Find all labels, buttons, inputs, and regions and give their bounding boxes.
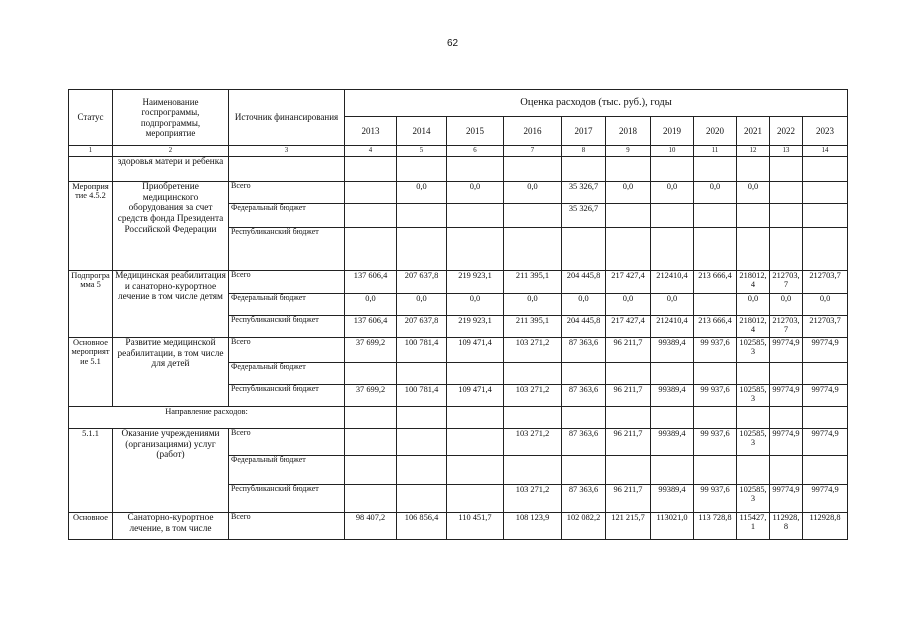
column-number: 6 xyxy=(447,146,504,157)
value-cell xyxy=(694,456,737,485)
value-cell xyxy=(694,228,737,271)
value-cell xyxy=(694,204,737,228)
column-number: 12 xyxy=(737,146,770,157)
header-status: Статус xyxy=(69,90,113,146)
status-cell: 5.1.1 xyxy=(69,429,113,513)
value-cell xyxy=(397,429,447,456)
value-cell xyxy=(770,182,803,204)
column-number: 1 xyxy=(69,146,113,157)
value-cell: 99774,9 xyxy=(770,385,803,407)
value-cell xyxy=(606,228,651,271)
table-row xyxy=(69,429,848,456)
header-row xyxy=(69,90,848,117)
value-cell: 0,0 xyxy=(447,294,504,316)
value-cell: 99 937,6 xyxy=(694,338,737,363)
value-cell: 217 427,4 xyxy=(606,316,651,338)
value-cell: 207 637,8 xyxy=(397,316,447,338)
value-cell: 102585,3 xyxy=(737,485,770,513)
value-cell: 115427,1 xyxy=(737,513,770,540)
source-cell: Федеральный бюджет xyxy=(229,204,345,228)
empty-cell xyxy=(447,157,504,182)
column-number: 7 xyxy=(504,146,562,157)
value-cell: 212410,4 xyxy=(651,271,694,294)
value-cell xyxy=(447,429,504,456)
header-name: Наименование госпрограммы, подпрограммы, мероприятие xyxy=(113,90,229,146)
value-cell: 35 326,7 xyxy=(562,204,606,228)
year-cell: 2022 xyxy=(770,117,803,146)
value-cell: 102 082,2 xyxy=(562,513,606,540)
value-cell: 96 211,7 xyxy=(606,385,651,407)
value-cell: 0,0 xyxy=(504,182,562,204)
value-cell xyxy=(447,363,504,385)
status-cell: Мероприятие 4.5.2 xyxy=(69,182,113,271)
value-cell: 219 923,1 xyxy=(447,271,504,294)
value-cell: 137 606,4 xyxy=(345,271,397,294)
value-cell xyxy=(397,363,447,385)
value-cell xyxy=(694,363,737,385)
value-cell xyxy=(345,204,397,228)
value-cell: 204 445,8 xyxy=(562,316,606,338)
budget-table xyxy=(68,89,848,540)
empty-cell xyxy=(737,157,770,182)
value-cell xyxy=(345,485,397,513)
table-row xyxy=(69,338,848,363)
value-cell: 102585,3 xyxy=(737,385,770,407)
year-cell: 2013 xyxy=(345,117,397,146)
value-cell: 106 856,4 xyxy=(397,513,447,540)
value-cell: 0,0 xyxy=(651,294,694,316)
empty-cell xyxy=(345,157,397,182)
year-cell: 2020 xyxy=(694,117,737,146)
column-number: 8 xyxy=(562,146,606,157)
year-cell: 2021 xyxy=(737,117,770,146)
direction-label: Направление расходов: xyxy=(69,407,345,429)
value-cell: 109 471,4 xyxy=(447,338,504,363)
year-cell: 2016 xyxy=(504,117,562,146)
value-cell: 99389,4 xyxy=(651,485,694,513)
empty-cell xyxy=(504,407,562,429)
table-row xyxy=(69,513,848,540)
column-number: 5 xyxy=(397,146,447,157)
value-cell: 100 781,4 xyxy=(397,385,447,407)
value-cell: 212703,7 xyxy=(803,271,848,294)
header-cost: Оценка расходов (тыс. руб.), годы xyxy=(345,90,848,117)
empty-cell xyxy=(345,407,397,429)
value-cell xyxy=(447,485,504,513)
value-cell: 96 211,7 xyxy=(606,338,651,363)
value-cell xyxy=(397,456,447,485)
direction-row xyxy=(69,407,848,429)
value-cell: 213 666,4 xyxy=(694,316,737,338)
value-cell: 102585,3 xyxy=(737,429,770,456)
value-cell: 217 427,4 xyxy=(606,271,651,294)
value-cell: 0,0 xyxy=(694,182,737,204)
column-number-row xyxy=(69,146,848,157)
carry-over-row xyxy=(69,157,848,182)
year-cell: 2018 xyxy=(606,117,651,146)
value-cell: 99774,9 xyxy=(803,485,848,513)
value-cell: 103 271,2 xyxy=(504,338,562,363)
value-cell: 0,0 xyxy=(397,294,447,316)
empty-cell xyxy=(447,407,504,429)
value-cell: 98 407,2 xyxy=(345,513,397,540)
value-cell xyxy=(562,456,606,485)
empty-cell xyxy=(651,157,694,182)
value-cell xyxy=(770,228,803,271)
value-cell: 87 363,6 xyxy=(562,429,606,456)
value-cell: 0,0 xyxy=(606,294,651,316)
value-cell: 121 215,7 xyxy=(606,513,651,540)
value-cell: 99774,9 xyxy=(770,429,803,456)
value-cell: 99 937,6 xyxy=(694,429,737,456)
value-cell xyxy=(397,485,447,513)
year-cell: 2015 xyxy=(447,117,504,146)
source-cell: Республиканский бюджет xyxy=(229,228,345,271)
value-cell: 99 937,6 xyxy=(694,385,737,407)
value-cell xyxy=(447,456,504,485)
empty-cell xyxy=(770,157,803,182)
value-cell: 212703,7 xyxy=(770,271,803,294)
value-cell: 108 123,9 xyxy=(504,513,562,540)
value-cell: 0,0 xyxy=(504,294,562,316)
value-cell: 218012,4 xyxy=(737,271,770,294)
value-cell xyxy=(803,228,848,271)
empty-cell xyxy=(770,407,803,429)
column-number: 2 xyxy=(113,146,229,157)
table-body xyxy=(69,90,848,540)
column-number: 10 xyxy=(651,146,694,157)
value-cell: 99389,4 xyxy=(651,429,694,456)
value-cell: 0,0 xyxy=(737,294,770,316)
name-cell: Медицинская реабилитация и санаторно-курортное лечение в том числе детям xyxy=(113,271,229,338)
column-number: 9 xyxy=(606,146,651,157)
value-cell: 0,0 xyxy=(345,294,397,316)
value-cell: 0,0 xyxy=(651,182,694,204)
value-cell xyxy=(737,456,770,485)
value-cell xyxy=(770,363,803,385)
value-cell: 99774,9 xyxy=(803,385,848,407)
value-cell: 207 637,8 xyxy=(397,271,447,294)
value-cell: 35 326,7 xyxy=(562,182,606,204)
source-cell: Всего xyxy=(229,271,345,294)
value-cell: 87 363,6 xyxy=(562,385,606,407)
page-number: 62 xyxy=(446,38,459,49)
value-cell xyxy=(397,204,447,228)
source-cell: Республиканский бюджет xyxy=(229,316,345,338)
value-cell xyxy=(562,363,606,385)
source-cell: Федеральный бюджет xyxy=(229,363,345,385)
value-cell: 100 781,4 xyxy=(397,338,447,363)
column-number: 13 xyxy=(770,146,803,157)
value-cell xyxy=(345,228,397,271)
empty-cell xyxy=(737,407,770,429)
value-cell xyxy=(504,228,562,271)
value-cell: 212703,7 xyxy=(803,316,848,338)
source-cell: Республиканский бюджет xyxy=(229,485,345,513)
value-cell xyxy=(737,363,770,385)
value-cell: 113021,0 xyxy=(651,513,694,540)
table-row xyxy=(69,271,848,294)
value-cell xyxy=(504,363,562,385)
value-cell xyxy=(345,456,397,485)
empty-cell xyxy=(651,407,694,429)
value-cell xyxy=(345,363,397,385)
value-cell xyxy=(737,228,770,271)
value-cell: 102585,3 xyxy=(737,338,770,363)
empty-cell xyxy=(694,157,737,182)
value-cell: 87 363,6 xyxy=(562,338,606,363)
name-cell: Санаторно-курортное лечение, в том числе xyxy=(113,513,229,540)
empty-cell xyxy=(229,157,345,182)
value-cell: 0,0 xyxy=(803,294,848,316)
value-cell: 204 445,8 xyxy=(562,271,606,294)
value-cell: 87 363,6 xyxy=(562,485,606,513)
value-cell: 37 699,2 xyxy=(345,338,397,363)
value-cell: 137 606,4 xyxy=(345,316,397,338)
value-cell: 112928,8 xyxy=(770,513,803,540)
value-cell: 103 271,2 xyxy=(504,429,562,456)
value-cell: 219 923,1 xyxy=(447,316,504,338)
value-cell: 0,0 xyxy=(397,182,447,204)
value-cell xyxy=(770,204,803,228)
column-number: 4 xyxy=(345,146,397,157)
value-cell xyxy=(606,363,651,385)
header-source: Источник финансирования xyxy=(229,90,345,146)
value-cell xyxy=(447,228,504,271)
value-cell xyxy=(606,204,651,228)
value-cell: 99389,4 xyxy=(651,385,694,407)
value-cell xyxy=(345,182,397,204)
empty-cell xyxy=(504,157,562,182)
value-cell: 113 728,8 xyxy=(694,513,737,540)
value-cell: 0,0 xyxy=(737,182,770,204)
value-cell xyxy=(447,204,504,228)
value-cell: 211 395,1 xyxy=(504,316,562,338)
status-cell: Подпрограмма 5 xyxy=(69,271,113,338)
empty-cell xyxy=(397,157,447,182)
value-cell: 99774,9 xyxy=(803,338,848,363)
source-cell: Федеральный бюджет xyxy=(229,456,345,485)
name-cell: Оказание учреждениями (организациями) услуг (работ) xyxy=(113,429,229,513)
value-cell xyxy=(803,182,848,204)
value-cell: 211 395,1 xyxy=(504,271,562,294)
value-cell: 218012,4 xyxy=(737,316,770,338)
value-cell: 0,0 xyxy=(606,182,651,204)
value-cell: 212703,7 xyxy=(770,316,803,338)
value-cell xyxy=(694,294,737,316)
value-cell: 37 699,2 xyxy=(345,385,397,407)
value-cell xyxy=(562,228,606,271)
year-cell: 2019 xyxy=(651,117,694,146)
value-cell xyxy=(770,456,803,485)
source-cell: Всего xyxy=(229,513,345,540)
carry-over-name: здоровья матери и ребенка xyxy=(113,157,229,182)
source-cell: Всего xyxy=(229,338,345,363)
empty-cell xyxy=(606,407,651,429)
year-cell: 2014 xyxy=(397,117,447,146)
value-cell: 99 937,6 xyxy=(694,485,737,513)
empty-cell xyxy=(803,157,848,182)
empty-cell xyxy=(562,407,606,429)
empty-cell xyxy=(562,157,606,182)
value-cell: 99774,9 xyxy=(803,429,848,456)
value-cell: 103 271,2 xyxy=(504,385,562,407)
value-cell: 212410,4 xyxy=(651,316,694,338)
value-cell xyxy=(803,204,848,228)
value-cell xyxy=(345,429,397,456)
column-number: 11 xyxy=(694,146,737,157)
value-cell xyxy=(504,456,562,485)
value-cell: 96 211,7 xyxy=(606,485,651,513)
name-cell: Приобретение медицинского оборудования за счет средств фонда Президента Российской Федерации xyxy=(113,182,229,271)
source-cell: Всего xyxy=(229,182,345,204)
value-cell: 112928,8 xyxy=(803,513,848,540)
empty-cell xyxy=(397,407,447,429)
empty-cell xyxy=(694,407,737,429)
year-cell: 2017 xyxy=(562,117,606,146)
value-cell xyxy=(803,363,848,385)
status-cell: Основное xyxy=(69,513,113,540)
name-cell: Развитие медицинской реабилитации, в том числе для детей xyxy=(113,338,229,407)
value-cell: 213 666,4 xyxy=(694,271,737,294)
source-cell: Республиканский бюджет xyxy=(229,385,345,407)
value-cell: 0,0 xyxy=(770,294,803,316)
value-cell: 99774,9 xyxy=(770,485,803,513)
value-cell: 109 471,4 xyxy=(447,385,504,407)
empty-cell xyxy=(69,157,113,182)
value-cell: 0,0 xyxy=(447,182,504,204)
value-cell: 96 211,7 xyxy=(606,429,651,456)
value-cell xyxy=(397,228,447,271)
value-cell: 103 271,2 xyxy=(504,485,562,513)
value-cell xyxy=(651,204,694,228)
value-cell xyxy=(651,456,694,485)
year-cell: 2023 xyxy=(803,117,848,146)
value-cell: 99774,9 xyxy=(770,338,803,363)
value-cell xyxy=(737,204,770,228)
status-cell: Основное мероприятие 5.1 xyxy=(69,338,113,407)
value-cell: 99389,4 xyxy=(651,338,694,363)
value-cell xyxy=(651,363,694,385)
empty-cell xyxy=(803,407,848,429)
source-cell: Всего xyxy=(229,429,345,456)
table-row xyxy=(69,182,848,204)
value-cell: 0,0 xyxy=(562,294,606,316)
value-cell: 110 451,7 xyxy=(447,513,504,540)
source-cell: Федеральный бюджет xyxy=(229,294,345,316)
column-number: 14 xyxy=(803,146,848,157)
value-cell xyxy=(504,204,562,228)
value-cell xyxy=(606,456,651,485)
value-cell xyxy=(803,456,848,485)
column-number: 3 xyxy=(229,146,345,157)
empty-cell xyxy=(606,157,651,182)
value-cell xyxy=(651,228,694,271)
